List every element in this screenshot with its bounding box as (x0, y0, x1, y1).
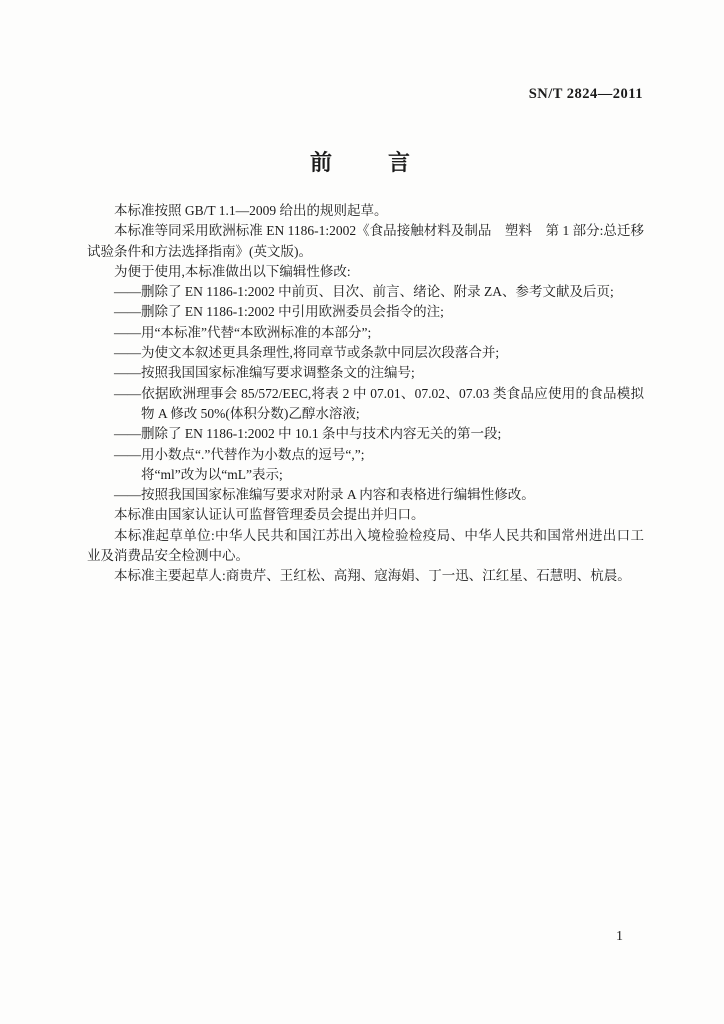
paragraph: 本标准主要起草人:商贵芹、王红松、高翔、寇海娟、丁一迅、江红星、石慧明、杭晨。 (114, 568, 631, 584)
paragraph: ——删除了 EN 1186-1:2002 中前页、目次、前言、绪论、附录 ZA、参考文献及后页; (114, 284, 614, 300)
paragraph: 为便于使用,本标准做出以下编辑性修改: (114, 263, 351, 279)
page-number: 1 (616, 929, 623, 944)
paragraph: ——删除了 EN 1186-1:2002 中引用欧洲委员会指令的注; (114, 304, 444, 320)
foreword-body (87, 201, 644, 587)
paragraph: ——按照我国国家标准编写要求调整条文的注编号; (114, 365, 415, 381)
paragraph: ——用小数点“.”代替作为小数点的逗号“,”; (114, 446, 365, 462)
page-title: 前 言 (309, 150, 414, 175)
paragraph: 本标准等同采用欧洲标准 EN 1186-1:2002《食品接触材料及制品 塑料 第 1 部分:总迁移试验条件和方法选择指南》(英文版)。 (87, 223, 644, 259)
standard-number: SN/T 2824—2011 (528, 86, 643, 102)
paragraph: 将“ml”改为以“mL”表示; (141, 466, 283, 482)
paragraph: 本标准起草单位:中华人民共和国江苏出入境检验检疫局、中华人民共和国常州进出口工业及消费品安全检测中心。 (87, 527, 644, 564)
paragraph: 本标准由国家认证认可监督管理委员会提出并归口。 (114, 507, 425, 523)
paragraph: ——依据欧洲理事会 85/572/EEC,将表 2 中 07.01、07.02、07.03 类食品应使用的食品模拟物 A 修改 50%(体积分数)乙醇水溶液; (114, 385, 644, 421)
paragraph: ——删除了 EN 1186-1:2002 中 10.1 条中与技术内容无关的第一段; (114, 426, 502, 442)
paragraph: ——为使文本叙述更具条理性,将同章节或条款中同层次段落合并; (114, 345, 500, 361)
paragraph: ——用“本标准”代替“本欧洲标准的本部分”; (114, 324, 372, 340)
paragraph: ——按照我国国家标准编写要求对附录 A 内容和表格进行编辑性修改。 (114, 487, 535, 503)
paragraph: 本标准按照 GB/T 1.1—2009 给出的规则起草。 (114, 203, 388, 218)
